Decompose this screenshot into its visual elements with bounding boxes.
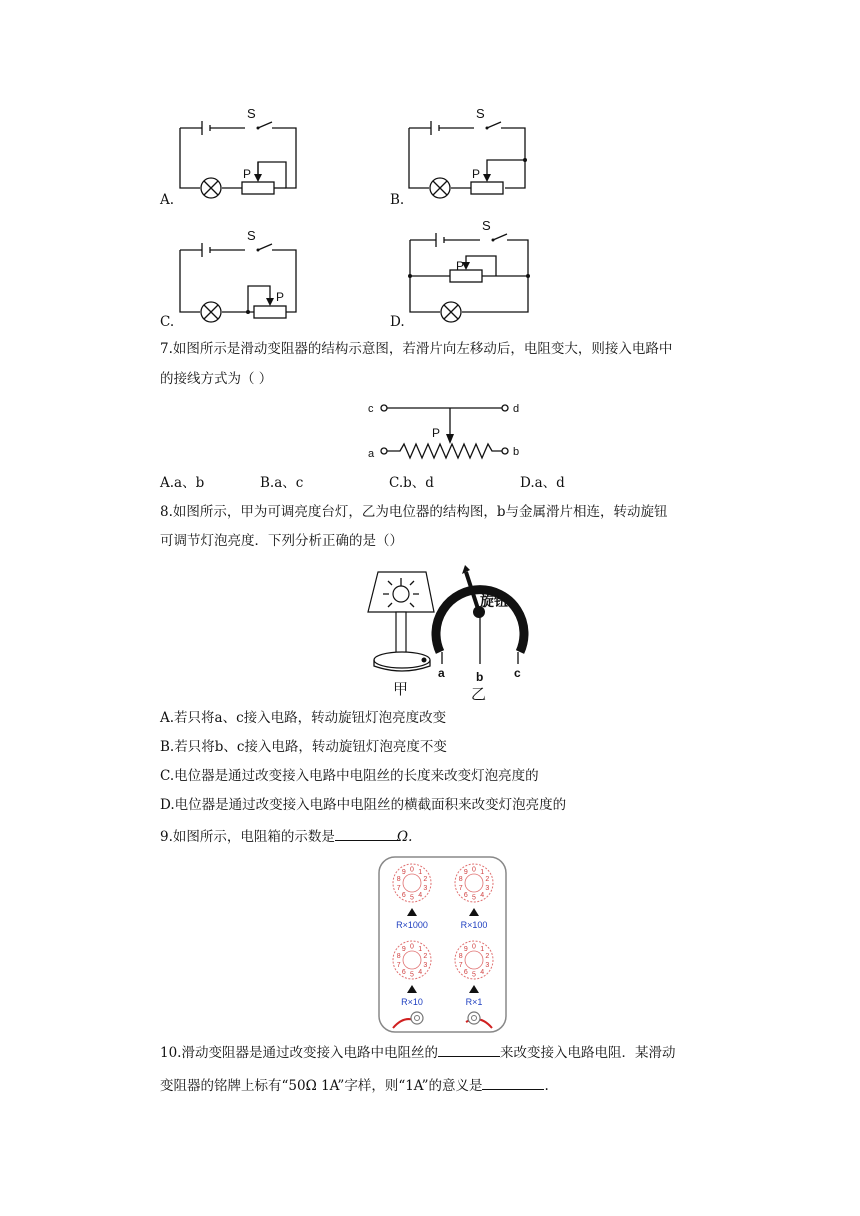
- dial-digit: 8: [396, 876, 401, 884]
- dial-digit: 9: [463, 946, 468, 954]
- q8-option-a: A.若只将a、c接入电路，转动旋钮灯泡亮度改变: [160, 710, 447, 726]
- terminal-b: b: [476, 670, 484, 684]
- option-label-a: A.: [160, 192, 175, 208]
- dial-multiplier-label: R×100: [460, 920, 488, 930]
- dial-digit: 6: [463, 968, 468, 976]
- dial-digit: 9: [401, 946, 406, 954]
- option-label-c: C.: [160, 314, 175, 330]
- dial-digit: 2: [485, 953, 490, 961]
- q7-option-a: A.a、b: [160, 475, 205, 491]
- dial-digit: 7: [458, 884, 463, 892]
- slider-label: P: [456, 259, 465, 273]
- q8-stem-line1: 8.如图所示，甲为可调亮度台灯，乙为电位器的结构图，b与金属滑片相连，转动旋钮: [160, 504, 668, 520]
- dial-digit: 9: [401, 869, 406, 877]
- q9-stem-before: 9.如图所示，电阻箱的示数是: [160, 829, 335, 845]
- knob-label: 旋钮: [480, 593, 508, 609]
- q8-option-b: B.若只将b、c接入电路，转动旋钮灯泡亮度不变: [160, 739, 447, 755]
- dial-digit: 5: [472, 894, 476, 902]
- q7-stem-line1: 7.如图所示是滑动变阻器的结构示意图，若滑片向左移动后，电阻变大，则接入电路中: [160, 341, 673, 357]
- dial-digit: 4: [480, 968, 485, 976]
- q9-stem-after: Ω.: [396, 829, 413, 845]
- dial-digit: 8: [458, 953, 463, 961]
- dial-multiplier-label: R×1000: [396, 920, 428, 930]
- slider-label: P: [243, 167, 252, 181]
- terminal-c: c: [368, 403, 374, 415]
- label-jia: 甲: [393, 681, 409, 698]
- q9-stem: [160, 826, 412, 847]
- q10-answer-blank-2[interactable]: [482, 1075, 544, 1090]
- terminal-a: a: [368, 448, 375, 460]
- dial-digit: 5: [410, 894, 414, 902]
- q10-line2: [160, 1075, 549, 1096]
- dial-digit: 6: [463, 891, 468, 899]
- dial-digit: 1: [418, 946, 423, 954]
- q8-stem-line2: 可调节灯泡亮度．下列分析正确的是（）: [160, 533, 403, 549]
- dial-digit: 1: [480, 946, 485, 954]
- dial-digit: 2: [485, 876, 490, 884]
- q8-option-d: D.电位器是通过改变接入电路中电阻丝的横截面积来改变灯泡亮度的: [160, 797, 567, 813]
- dial-digit: 5: [410, 971, 414, 979]
- switch-label: S: [476, 106, 485, 121]
- dial-digit: 0: [472, 866, 476, 874]
- dial-digit: 2: [423, 876, 428, 884]
- dial-digit: 3: [485, 961, 490, 969]
- dial-digit: 8: [458, 876, 463, 884]
- slider-label: P: [472, 167, 481, 181]
- q10-line1: [160, 1042, 675, 1063]
- option-label-d: D.: [390, 314, 405, 330]
- dial-digit: 4: [418, 891, 423, 899]
- terminal-b: b: [513, 446, 520, 458]
- dial-digit: 4: [418, 968, 423, 976]
- dial-digit: 3: [423, 884, 428, 892]
- q10-line1-after: 来改变接入电路电阻．某滑动: [499, 1045, 676, 1061]
- option-label-b: B.: [390, 192, 405, 208]
- dial-digit: 9: [463, 869, 468, 877]
- switch-label: S: [247, 228, 256, 243]
- label-yi: 乙: [471, 686, 487, 703]
- dial-digit: 7: [396, 961, 401, 969]
- q7-option-d: D.a、d: [520, 475, 565, 491]
- q10-line1-before: 10.滑动变阻器是通过改变接入电路中电阻丝的: [160, 1045, 438, 1061]
- dial-digit: 1: [418, 869, 423, 877]
- dial-multiplier-label: R×10: [401, 997, 423, 1007]
- q7-option-b: B.a、c: [260, 475, 304, 491]
- terminal-c: c: [514, 666, 521, 680]
- slider-p-label: P: [432, 426, 441, 440]
- dial-digit: 0: [410, 943, 414, 951]
- dial-digit: 0: [472, 943, 476, 951]
- q10-line2-before: 变阻器的铭牌上标有“50Ω 1A”字样，则“1A”的意义是: [160, 1078, 483, 1094]
- dial-multiplier-label: R×1: [465, 997, 483, 1007]
- q10-answer-blank-1[interactable]: [438, 1042, 500, 1057]
- q10-line2-after: .: [544, 1078, 549, 1094]
- q7-stem-line2: 的接线方式为（ ）: [160, 371, 273, 387]
- dial-digit: 6: [401, 891, 406, 899]
- terminal-d: d: [513, 403, 520, 415]
- dial-digit: 7: [396, 884, 401, 892]
- dial-digit: 0: [410, 866, 414, 874]
- dial-digit: 8: [396, 953, 401, 961]
- switch-label: S: [247, 106, 256, 121]
- slider-label: P: [276, 290, 285, 304]
- q9-answer-blank[interactable]: [335, 826, 397, 841]
- dial-digit: 6: [401, 968, 406, 976]
- dial-digit: 5: [472, 971, 476, 979]
- dial-digit: 3: [485, 884, 490, 892]
- dial-digit: 2: [423, 953, 428, 961]
- q8-option-c: C.电位器是通过改变接入电路中电阻丝的长度来改变灯泡亮度的: [160, 768, 539, 784]
- terminal-a: a: [438, 666, 445, 680]
- dial-digit: 4: [480, 891, 485, 899]
- dial-digit: 7: [458, 961, 463, 969]
- dial-digit: 1: [480, 869, 485, 877]
- dial-digit: 3: [423, 961, 428, 969]
- switch-label: S: [482, 218, 491, 233]
- q7-option-c: C.b、d: [389, 475, 434, 491]
